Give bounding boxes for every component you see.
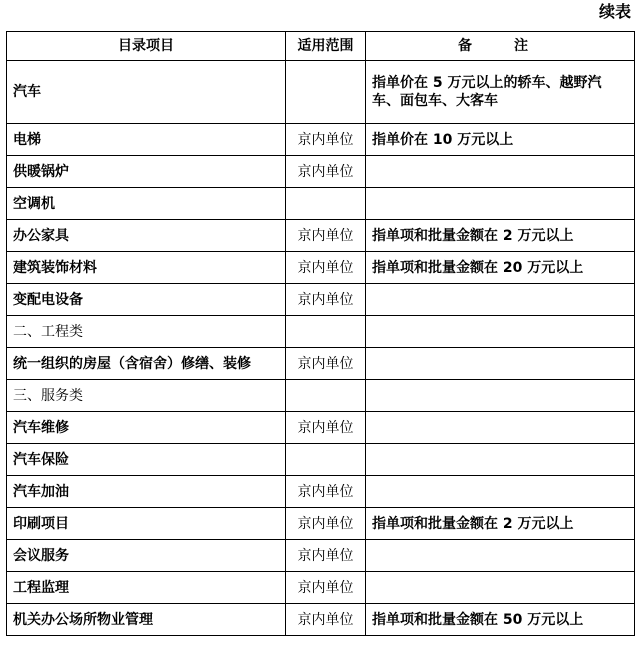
item-cell: 汽车维修 — [7, 412, 286, 444]
scope-cell: 京内单位 — [286, 572, 366, 604]
note-cell — [366, 348, 635, 380]
scope-cell — [286, 380, 366, 412]
item-cell: 工程监理 — [7, 572, 286, 604]
column-header-item: 目录项目 — [7, 32, 286, 61]
table-row — [7, 348, 635, 380]
item-cell: 汽车 — [7, 61, 286, 124]
scope-cell: 京内单位 — [286, 252, 366, 284]
scope-cell: 京内单位 — [286, 284, 366, 316]
item-cell: 办公家具 — [7, 220, 286, 252]
item-cell: 空调机 — [7, 188, 286, 220]
note-cell: 指单项和批量金额在 20 万元以上 — [366, 252, 635, 284]
item-cell: 印刷项目 — [7, 508, 286, 540]
item-cell: 统一组织的房屋（含宿舍）修缮、装修 — [7, 348, 286, 380]
scope-cell: 京内单位 — [286, 412, 366, 444]
note-cell — [366, 380, 635, 412]
column-header-scope: 适用范围 — [286, 32, 366, 61]
scope-cell: 京内单位 — [286, 604, 366, 636]
item-cell: 电梯 — [7, 124, 286, 156]
section-row — [7, 380, 635, 412]
note-cell: 指单价在 5 万元以上的轿车、越野汽车、面包车、大客车 — [366, 61, 635, 124]
table-row — [7, 508, 635, 540]
scope-cell: 京内单位 — [286, 124, 366, 156]
table-row — [7, 61, 635, 124]
note-cell — [366, 476, 635, 508]
table-row — [7, 124, 635, 156]
section-heading-services: 三、服务类 — [7, 380, 286, 412]
section-heading-engineering: 二、工程类 — [7, 316, 286, 348]
scope-cell: 京内单位 — [286, 156, 366, 188]
note-cell: 指单项和批量金额在 2 万元以上 — [366, 508, 635, 540]
table-row — [7, 444, 635, 476]
table-row — [7, 284, 635, 316]
scope-cell — [286, 444, 366, 476]
table-row — [7, 252, 635, 284]
item-cell: 机关办公场所物业管理 — [7, 604, 286, 636]
table-row — [7, 604, 635, 636]
item-cell: 变配电设备 — [7, 284, 286, 316]
column-header-note: 备 注 — [366, 32, 635, 61]
scope-cell: 京内单位 — [286, 508, 366, 540]
scope-cell: 京内单位 — [286, 220, 366, 252]
item-cell: 供暖锅炉 — [7, 156, 286, 188]
item-cell: 会议服务 — [7, 540, 286, 572]
scope-cell — [286, 316, 366, 348]
continued-label: 续表 — [598, 2, 631, 21]
note-cell — [366, 316, 635, 348]
procurement-catalog-table — [6, 31, 635, 636]
scope-cell: 京内单位 — [286, 540, 366, 572]
table-row — [7, 572, 635, 604]
note-cell — [366, 444, 635, 476]
scope-cell: 京内单位 — [286, 348, 366, 380]
table-row — [7, 220, 635, 252]
table-row — [7, 412, 635, 444]
item-cell: 汽车加油 — [7, 476, 286, 508]
note-cell: 指单价在 10 万元以上 — [366, 124, 635, 156]
table-row — [7, 476, 635, 508]
note-cell — [366, 572, 635, 604]
scope-cell: 京内单位 — [286, 476, 366, 508]
note-cell: 指单项和批量金额在 50 万元以上 — [366, 604, 635, 636]
item-cell: 汽车保险 — [7, 444, 286, 476]
note-cell — [366, 540, 635, 572]
table-row — [7, 156, 635, 188]
note-cell — [366, 412, 635, 444]
item-cell: 建筑装饰材料 — [7, 252, 286, 284]
table-row — [7, 540, 635, 572]
note-cell: 指单项和批量金额在 2 万元以上 — [366, 220, 635, 252]
scope-cell — [286, 188, 366, 220]
section-row — [7, 316, 635, 348]
scope-cell — [286, 61, 366, 124]
note-cell — [366, 156, 635, 188]
table-row — [7, 188, 635, 220]
note-cell — [366, 284, 635, 316]
table-header-row — [7, 32, 635, 61]
note-cell — [366, 188, 635, 220]
